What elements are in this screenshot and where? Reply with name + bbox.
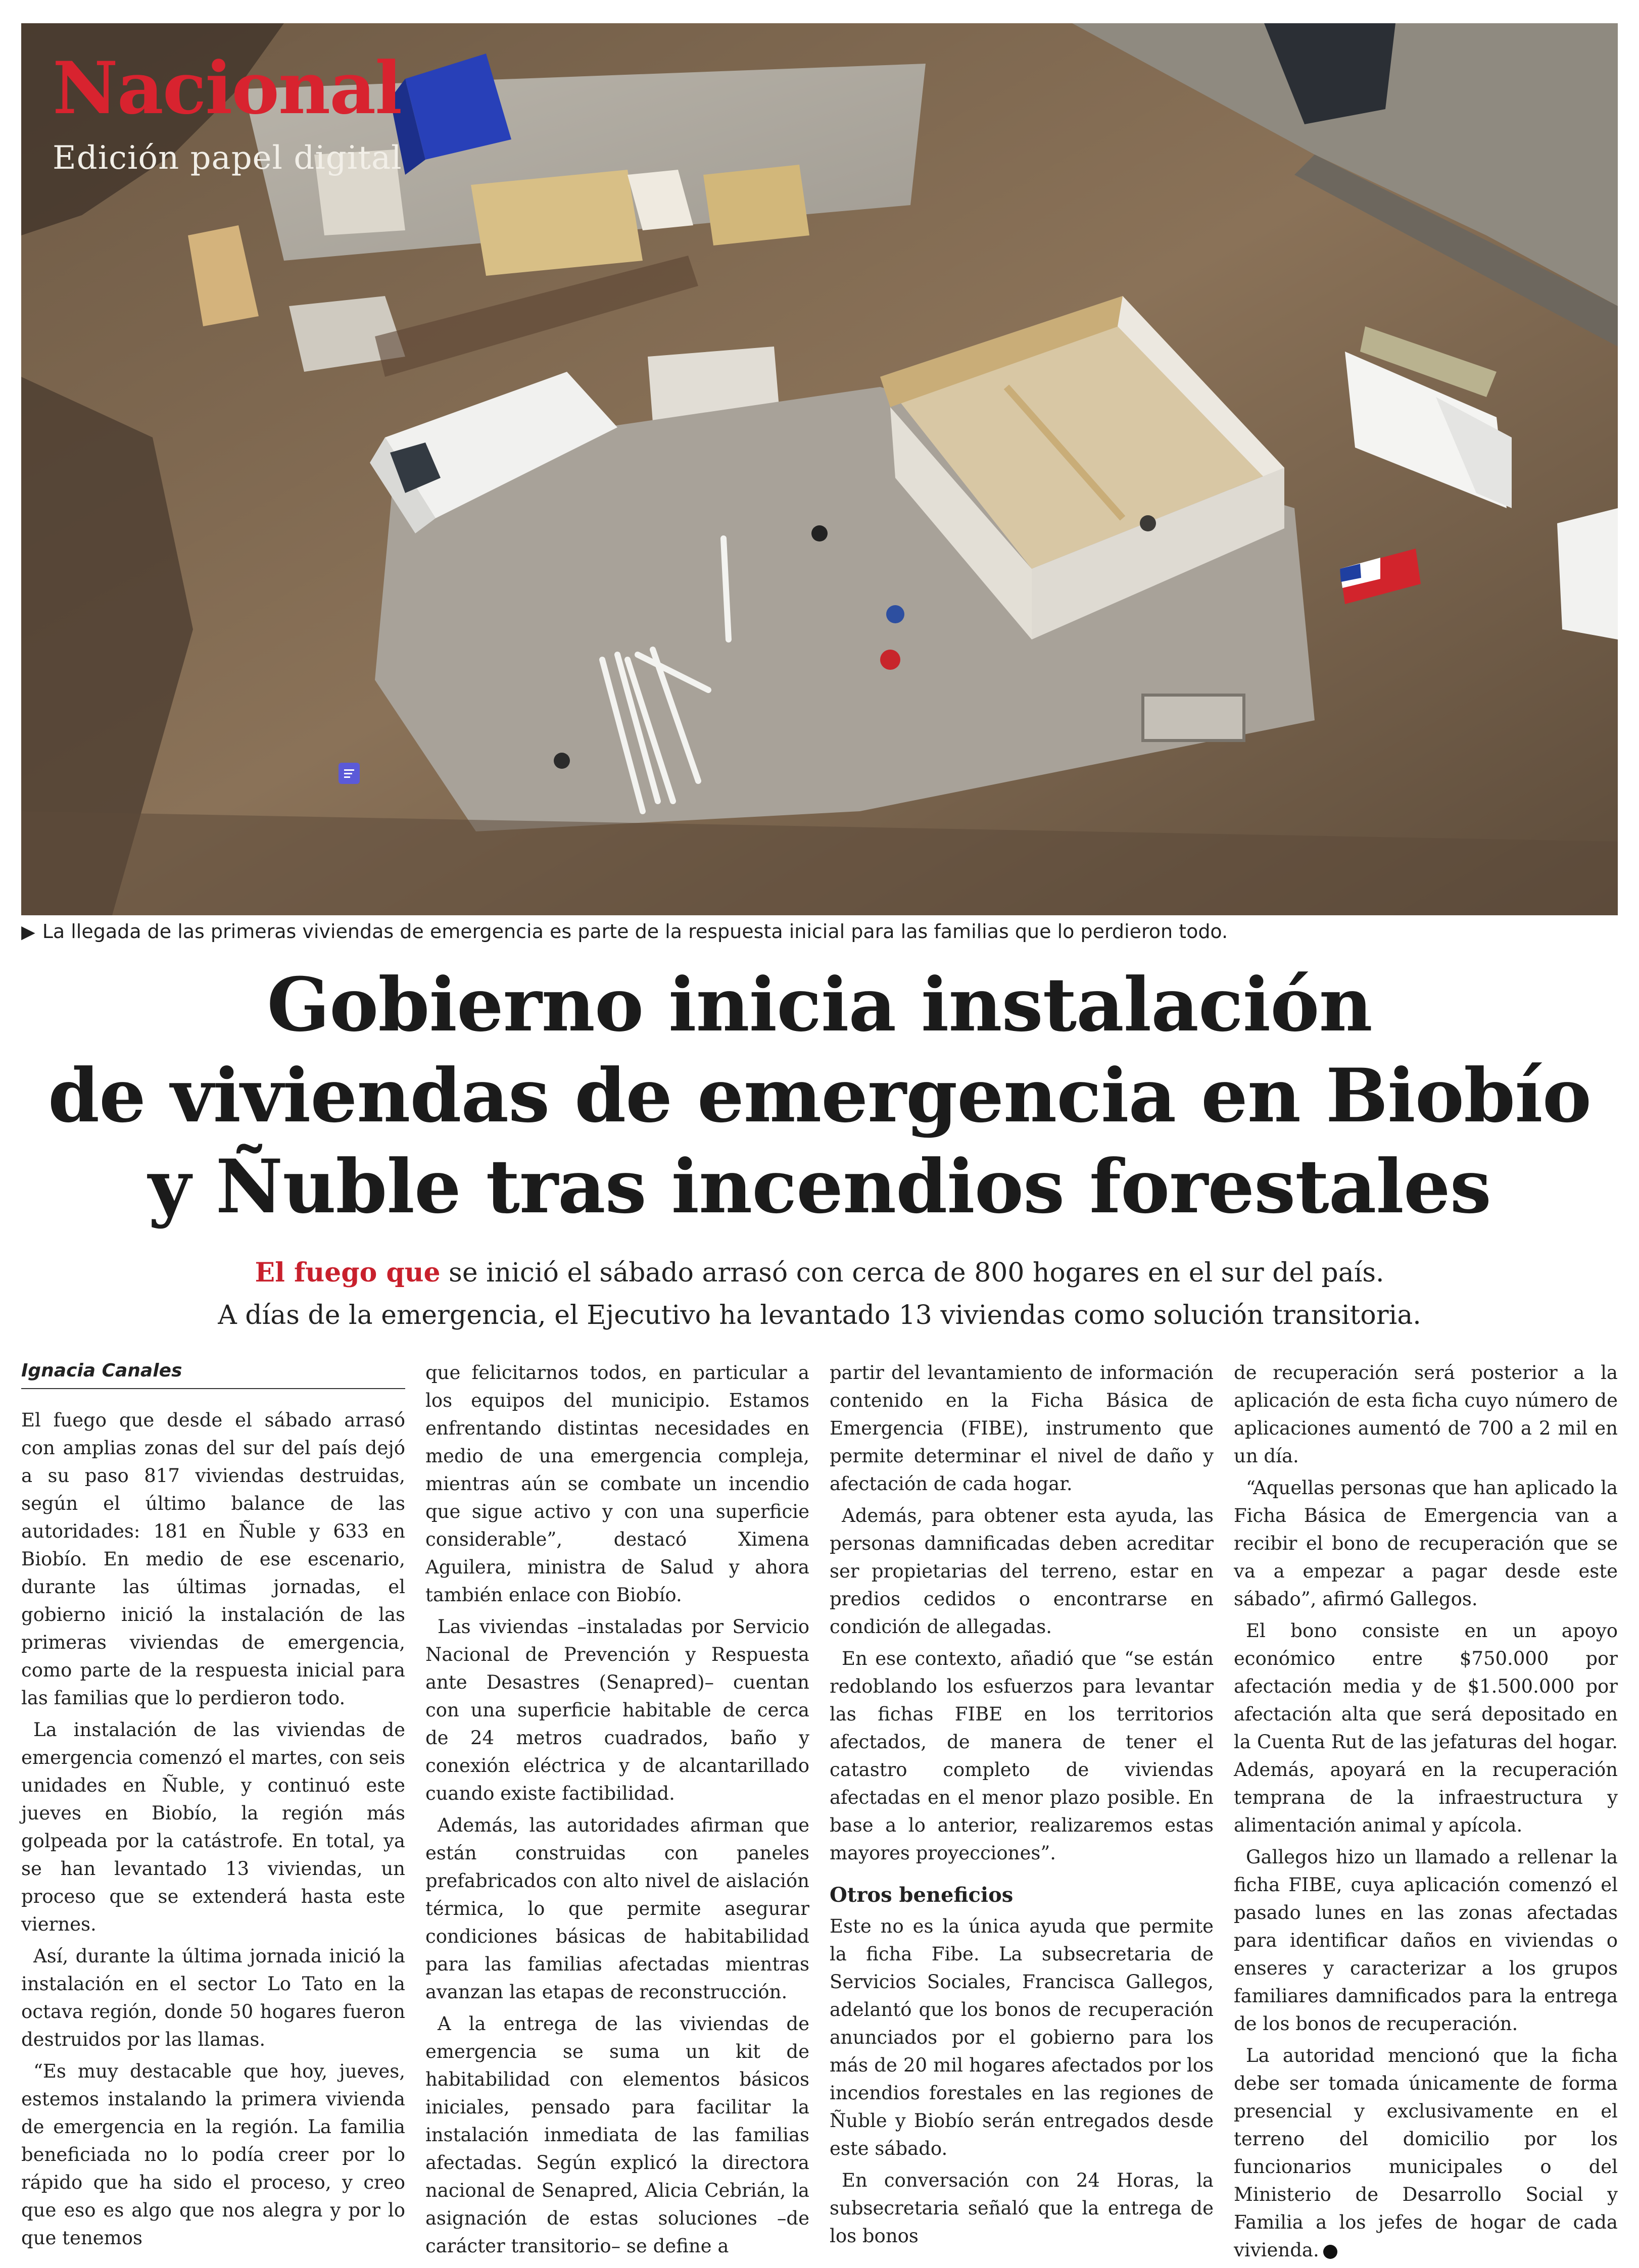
article-column-2 [425, 1359, 809, 2264]
photo-caption [21, 916, 1618, 948]
article-paragraph: Además, las autoridades afirman que están construidas con paneles prefabricados con alto nivel de aislación térmica, lo que permite asegurar condiciones básicas de habitabilidad para las familias afectadas mientras avanzan las etapas de reconstrucción. [425, 1814, 809, 2003]
caption-text: La llegada de las primeras viviendas de emergencia es parte de la respuesta inicial para las familias que lo perdieron todo. [42, 920, 1228, 943]
section-title: Nacional [53, 46, 402, 130]
deck-line-2: A días de la emergencia, el Ejecutivo ha levantado 13 viviendas como solución transitoria. [218, 1300, 1421, 1330]
article-paragraph [1234, 2042, 1618, 2264]
deck-line-1 [0, 1252, 1639, 1294]
article-paragraph: El fuego que desde el sábado arrasó con amplias zonas del sur del país dejó a su paso 817 viviendas destruidas, según el último balance de las autoridades: 181 en Ñuble y 633 en Biobío. En medio de ese escenario, durante las últimas jornadas, el gobierno inició la instalación de las primeras viviendas de emergencia, como parte de la respuesta inicial para las familias que lo perdieron todo. [21, 1409, 405, 1709]
edition-label: Edición papel digital [53, 139, 402, 177]
play-triangle-icon: ▶ [21, 922, 35, 943]
lead-photo [21, 23, 1618, 915]
byline: Ignacia Canales [21, 1359, 405, 1389]
article-paragraph-text: La autoridad mencionó que la ficha debe ser tomada únicamente de forma presencial y exclusivamente en el terreno del domicilio por los funcionarios municipales o del Ministerio de Desarrollo Social y Familia a los jefes de hogar de cada vivienda. [1234, 2045, 1618, 2261]
subhead-otros-beneficios: Otros beneficios [830, 1883, 1014, 1907]
article-paragraph: La instalación de las viviendas de emergencia comenzó el martes, con seis unidades en Ñuble, y continuó este jueves en Biobío, la región más golpeada por la catástrofe. En total, ya se han levantado 13 viviendas, un proceso que se extenderá hasta este viernes. [21, 1719, 405, 1935]
article-paragraph: Gallegos hizo un llamado a rellenar la ficha FIBE, cuya aplicación comenzó el pasado lunes en las zonas afectadas para identificar daños en viviendas o enseres y caracterizar a los grupos familiares damnificados para la entrega de los bonos de recuperación. [1234, 1846, 1618, 2035]
article-paragraph: de recuperación será posterior a la aplicación de esta ficha cuyo número de aplicaciones aumentó de 700 a 2 mil en un día. [1234, 1362, 1618, 1467]
headline-line: de viviendas de emergencia en Biobío [47, 1053, 1592, 1139]
headline [0, 960, 1639, 1232]
deck-lead: El fuego que [255, 1257, 441, 1288]
headline-line: Gobierno inicia instalación [267, 962, 1372, 1048]
article-column-3 [830, 1359, 1214, 2254]
article-column-4 [1234, 1359, 1618, 2268]
end-of-article-icon [1323, 2245, 1337, 2259]
headline-line: y Ñuble tras incendios forestales [148, 1144, 1491, 1230]
article-paragraph: “Es muy destacable que hoy, jueves, estemos instalando la primera vivienda de emergencia en la región. La familia beneficiada no lo podía creer por lo rápido que ha sido el proceso, y creo que eso es algo que nos alegra y por lo que tenemos [21, 2060, 405, 2249]
article-paragraph: Este no es la única ayuda que permite la ficha Fibe. La subsecretaria de Servicios Sociales, Francisca Gallegos, adelantó que los bonos de recuperación anunciados por el gobierno para los más de 20 mil hogares afectados por los incendios forestales en las regiones de Ñuble y Biobío serán entregados desde este sábado. [830, 1915, 1214, 2159]
article-paragraph: Las viviendas –instaladas por Servicio Nacional de Prevención y Respuesta ante Desastres (Senapred)– cuentan con una superficie habitable de cerca de 24 metros cuadrados, baño y conexión eléctrica y de alcantarillado cuando existe factibilidad. [425, 1616, 809, 1804]
article-paragraph: A la entrega de las viviendas de emergencia se suma un kit de habitabilidad con elementos básicos iniciales, pensado para facilitar la instalación inmediata de las familias afectadas. Según explicó la directora nacional de Senapred, Alicia Cebrián, la asignación de estas soluciones –de carácter transitorio– se define a [425, 2013, 809, 2257]
article-paragraph: partir del levantamiento de información contenido en la Ficha Básica de Emergencia (FIBE), instrumento que permite determinar el nivel de daño y afectación de cada hogar. [830, 1362, 1214, 1495]
article-paragraph: En ese contexto, añadió que “se están redoblando los esfuerzos para levantar las fichas FIBE en los territorios afectados, de manera de tener el catastro completo de viviendas afectadas en el menor plazo posible. En base a lo anterior, realizaremos estas mayores proyecciones”. [830, 1648, 1214, 1864]
article-paragraph: Así, durante la última jornada inició la instalación en el sector Lo Tato en la octava región, donde 50 hogares fueron destruidos por las llamas. [21, 1945, 405, 2050]
article-paragraph: que felicitarnos todos, en particular a los equipos del municipio. Estamos enfrentando distintas necesidades en medio de una emergencia compleja, mientras aún se combate un incendio que sigue activo y con una superficie considerable”, destacó Ximena Aguilera, ministra de Salud y ahora también enlace con Biobío. [425, 1362, 809, 1606]
document-icon[interactable] [339, 763, 360, 784]
article-paragraph: Además, para obtener esta ayuda, las personas damnificadas deben acreditar ser propietarias del terreno, estar en predios cedidos o encontrarse en condición de allegadas. [830, 1505, 1214, 1638]
article-column-1 [21, 1359, 405, 2256]
article-paragraph: “Aquellas personas que han aplicado la Ficha Básica de Emergencia van a recibir el bono de recuperación que se va a empezar a pagar desde este sábado”, afirmó Gallegos. [1234, 1477, 1618, 1610]
article-paragraph: El bono consiste en un apoyo económico entre $750.000 por afectación media y de $1.500.000 por afectación alta que será depositado en la Cuenta Rut de las jefaturas del hogar. Además, apoyará en la recuperación temprana de la infraestructura y alimentación animal y apícola. [1234, 1620, 1618, 1836]
deck [0, 1252, 1639, 1337]
article-paragraph: En conversación con 24 Horas, la subsecretaria señaló que la entrega de los bonos [830, 2170, 1214, 2247]
deck-line-1-text: se inició el sábado arrasó con cerca de 800 hogares en el sur del país. [440, 1258, 1384, 1288]
section-masthead [53, 46, 402, 177]
